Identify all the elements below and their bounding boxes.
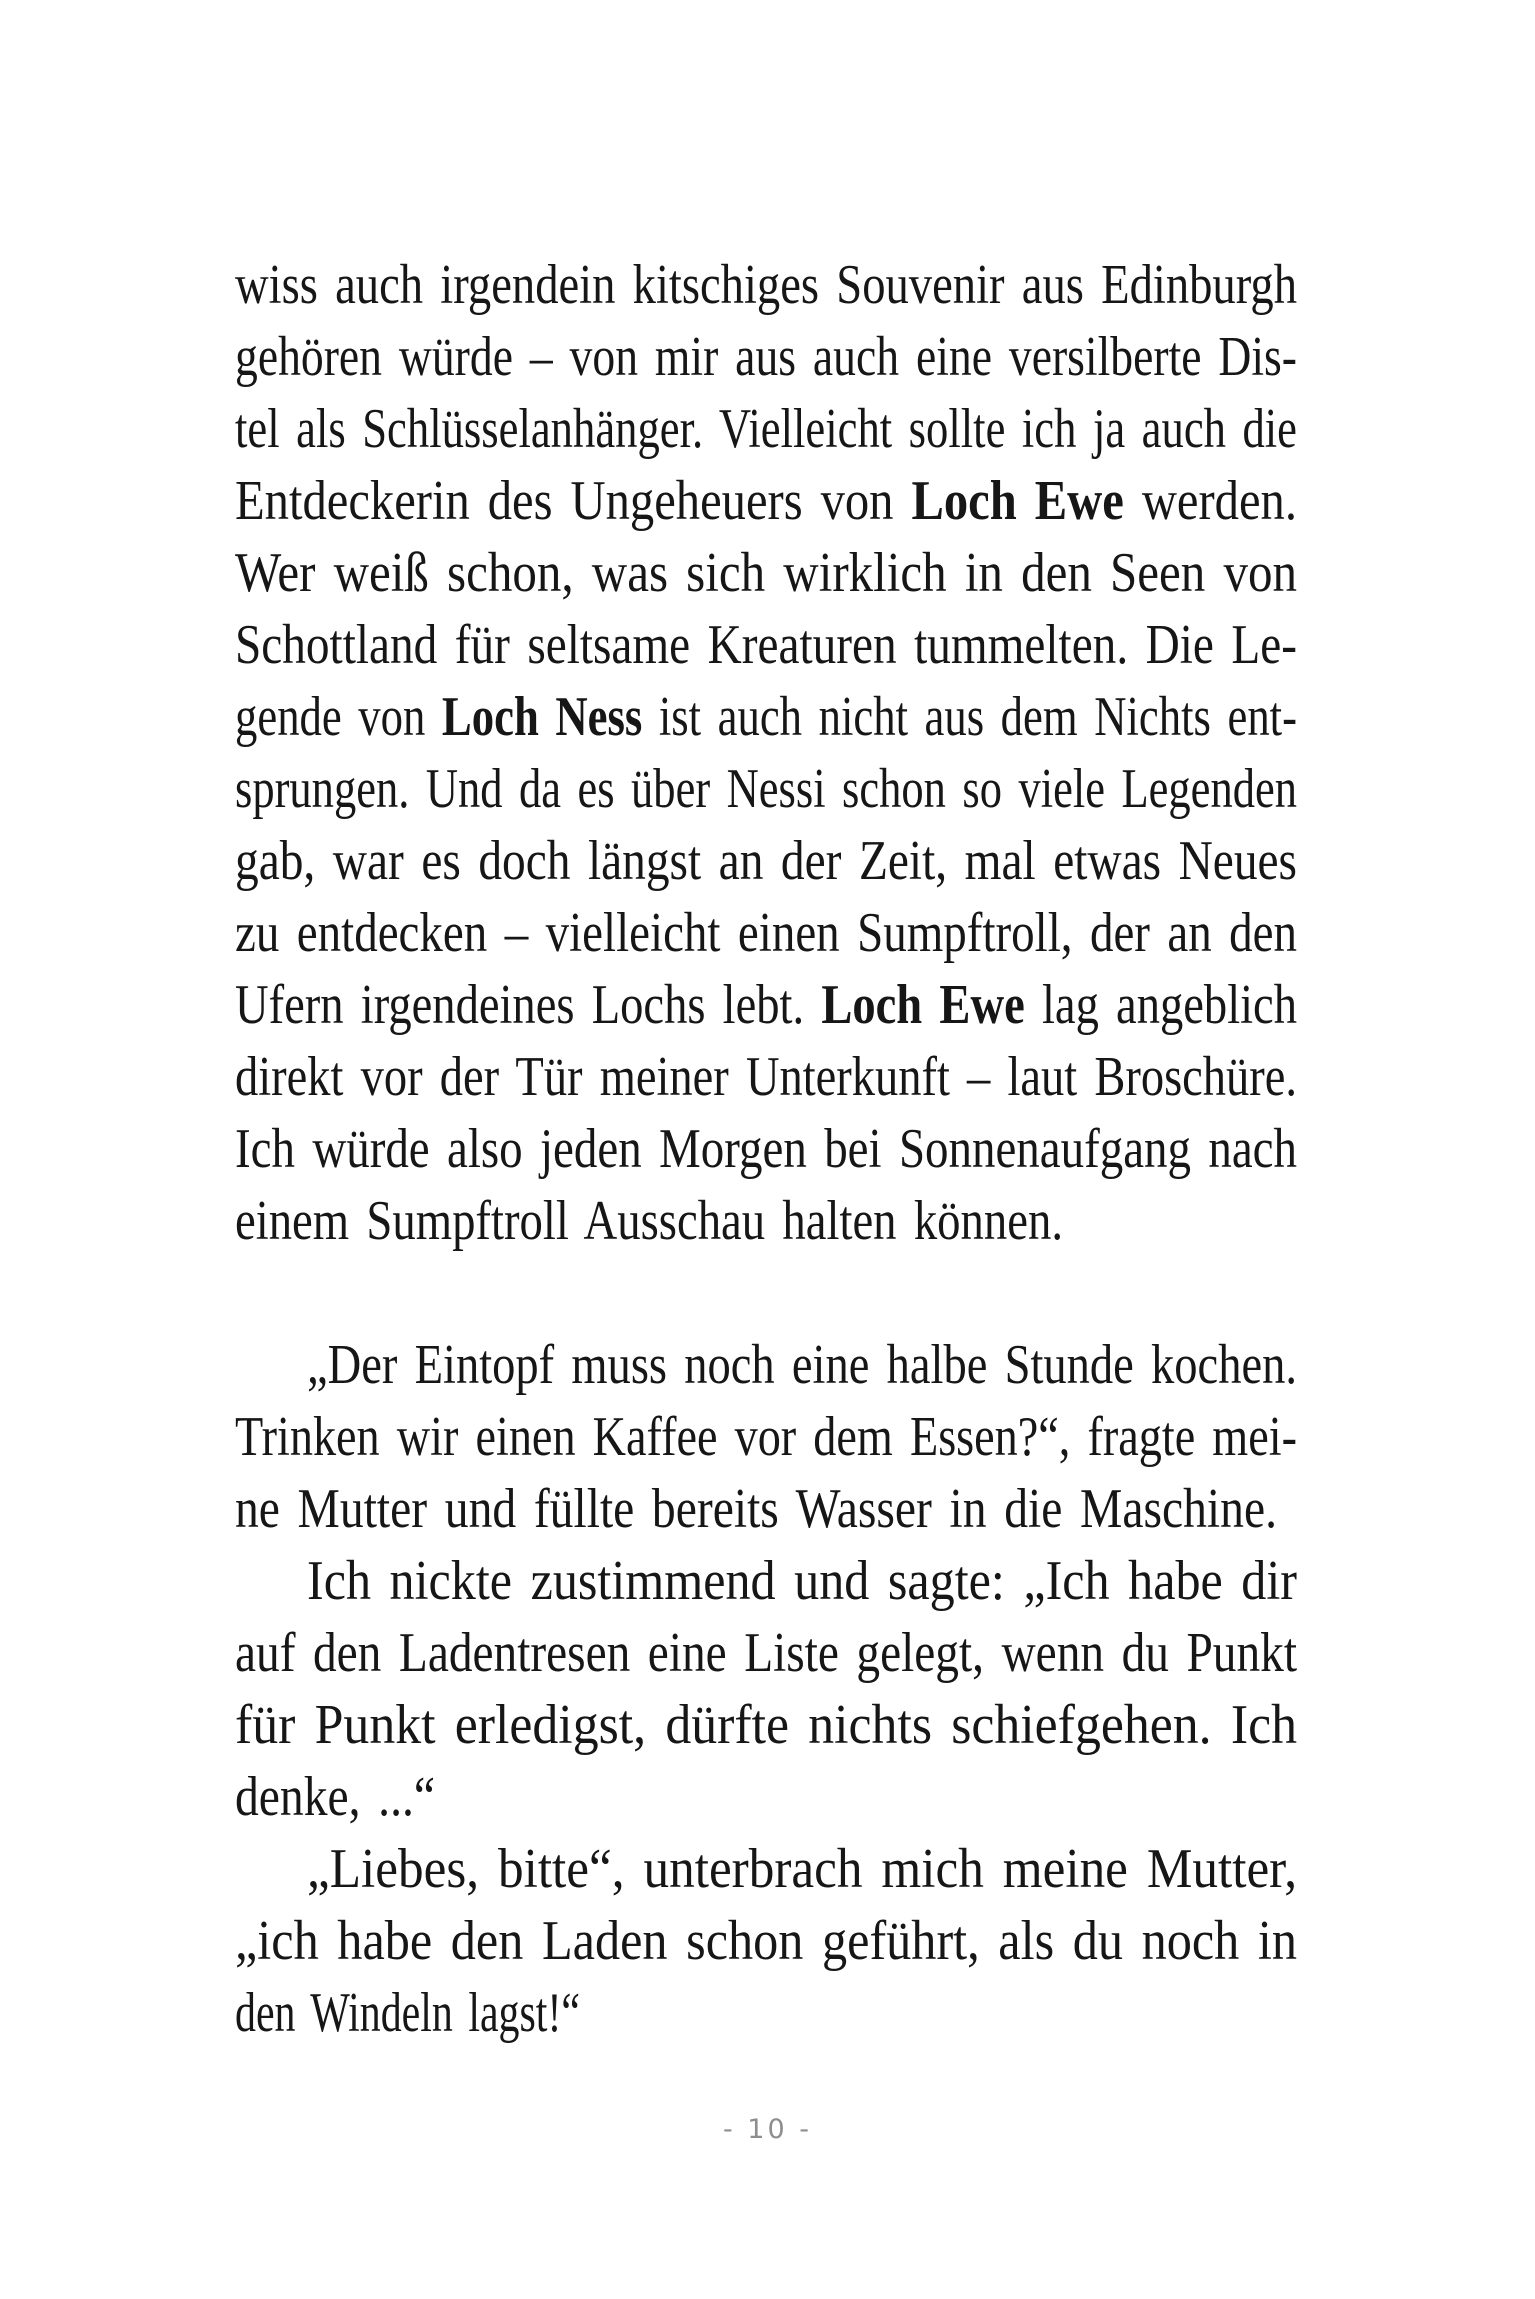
text-run: werden. [1123,470,1297,532]
text-line-content [307,1833,1297,1905]
text-line-18 [235,1545,1297,1617]
text-line-content [235,1689,1297,1761]
text-line-5 [235,537,1297,609]
text-run: für Punkt erledigst, dürfte nichts schiefgehen. Ich [235,1694,1297,1756]
text-run: wiss auch irgendein kitschiges Souvenir aus Edinburgh [235,254,1297,316]
text-run: Schottland für seltsame Kreaturen tummelten. Die Le- [235,614,1297,676]
text-line-20 [235,1689,1297,1761]
text-run: Ufern irgendeines Lochs lebt. [235,974,822,1036]
text-line-content [235,1977,580,2049]
text-run: „Liebes, bitte“, unterbrach mich meine Mutter, [307,1838,1297,1900]
text-line-content [235,1113,1297,1185]
bold-text-run: Loch Ewe [911,470,1124,532]
text-line-8 [235,753,1297,825]
page-number: - 10 - [722,2114,812,2145]
bold-text-run: Loch Ewe [821,974,1025,1036]
text-run: einem Sumpftroll Ausschau halten können. [235,1190,1063,1252]
text-run: gende von [235,686,442,748]
text-line-21 [235,1761,1297,1833]
text-line-content [235,1905,1297,1977]
text-line-content [235,321,1297,393]
text-run: „Der Eintopf muss noch eine halbe Stunde kochen. [307,1334,1297,1396]
text-line-content [235,825,1297,897]
paragraph-gap [235,1257,1297,1329]
text-line-23 [235,1905,1297,1977]
text-line-4 [235,465,1297,537]
text-line-content [307,1329,1297,1401]
text-run: den Windeln lagst!“ [235,1982,580,2044]
text-line-content [235,537,1297,609]
text-line-content [235,897,1297,969]
text-run: lag angeblich [1024,974,1297,1036]
text-run: Ich würde also jeden Morgen bei Sonnenaufgang nach [235,1118,1297,1180]
text-line-content [235,1473,1277,1545]
text-run: Entdeckerin des Ungeheuers von [235,470,912,532]
text-line-content [235,969,1297,1041]
text-run: tel als Schlüsselanhänger. Vielleicht sollte ich ja auch die [235,398,1297,460]
text-line-24 [235,1977,1297,2049]
text-run: ne Mutter und füllte bereits Wasser in die Maschine. [235,1478,1277,1540]
text-run: Ich nickte zustimmend und sagte: „Ich habe dir [307,1550,1297,1612]
text-line-content [235,1041,1297,1113]
text-line-content [235,681,1297,753]
text-line-content [235,465,1297,537]
text-line-16 [235,1401,1297,1473]
text-run: Trinken wir einen Kaffee vor dem Essen?“, fragte mei- [235,1406,1297,1468]
text-line-content [235,393,1297,465]
text-line-12 [235,1041,1297,1113]
text-run: direkt vor der Tür meiner Unterkunft – laut Broschüre. [235,1046,1297,1108]
text-line-19 [235,1617,1297,1689]
text-run: auf den Ladentresen eine Liste gelegt, wenn du Punkt [235,1622,1297,1684]
text-line-content [235,1617,1297,1689]
text-line-content [235,753,1297,825]
text-line-content [235,609,1297,681]
text-line-9 [235,825,1297,897]
text-line-13 [235,1113,1297,1185]
text-line-22 [235,1833,1297,1905]
text-line-6 [235,609,1297,681]
text-run: zu entdecken – vielleicht einen Sumpftroll, der an den [235,902,1297,964]
text-line-1 [235,249,1297,321]
text-line-11 [235,969,1297,1041]
text-run: „ich habe den Laden schon geführt, als du noch in [235,1910,1297,1972]
text-run: gehören würde – von mir aus auch eine versilberte Dis- [235,326,1297,388]
text-run: sprungen. Und da es über Nessi schon so viele Legenden [235,758,1297,820]
text-line-3 [235,393,1297,465]
text-line-15 [235,1329,1297,1401]
text-line-content [235,1185,1063,1257]
text-line-17 [235,1473,1297,1545]
text-line-10 [235,897,1297,969]
text-run: gab, war es doch längst an der Zeit, mal etwas Neues [235,830,1297,892]
text-line-2 [235,321,1297,393]
text-line-content [235,1401,1297,1473]
text-line-content [235,1761,435,1833]
text-run: ist auch nicht aus dem Nichts ent- [642,686,1297,748]
text-run: denke, ...“ [235,1766,435,1828]
text-line-14 [235,1185,1297,1257]
text-block [235,249,1297,2049]
bold-text-run: Loch Ness [441,686,643,748]
text-line-content [307,1545,1297,1617]
text-line-7 [235,681,1297,753]
text-line-content [235,249,1297,321]
text-run: Wer weiß schon, was sich wirklich in den Seen von [235,542,1297,604]
